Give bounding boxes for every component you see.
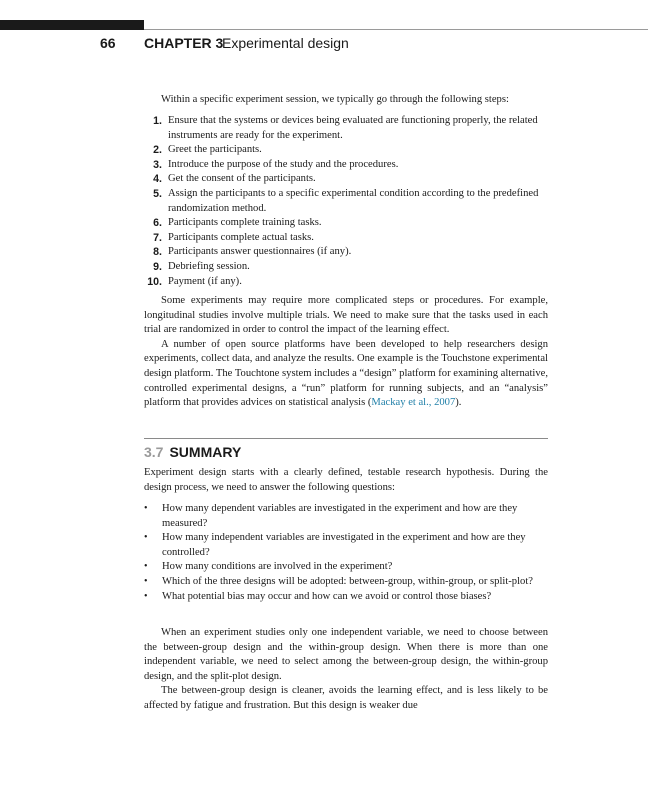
section-rule [144,438,548,439]
paragraph-between-group: The between-group design is cleaner, avoids the learning effect, and is less likely to be affected by fatigue and frustration. But this design is weaker due [144,685,548,711]
list-number: 8. [153,246,162,259]
list-item-text: How many conditions are involved in the experiment? [162,561,393,573]
list-number: 6. [153,217,162,230]
list-item [144,172,548,187]
steps-list [144,114,548,289]
chapter-title: Experimental design [222,35,349,51]
list-item [144,143,548,158]
bullet-icon: • [144,503,148,514]
citation-link[interactable]: Mackay et al., 2007 [371,397,456,409]
list-item [144,560,548,575]
list-item-text: How many dependent variables are investigated in the experiment and how are they measured? [162,503,518,529]
header-bar [0,20,144,30]
list-item-text: Which of the three designs will be adopted: between-group, within-group, or split-plot? [162,575,533,587]
list-item [144,531,548,560]
list-item [144,158,548,173]
intro-paragraph: Within a specific experiment session, we typically go through the following steps: [161,94,509,105]
list-item [144,502,548,531]
paragraph-touchstone [144,338,548,411]
list-item [144,187,548,216]
list-item [144,575,548,590]
list-item-text: Participants complete training tasks. [168,217,322,229]
list-item [144,114,548,143]
running-head [0,35,648,53]
bullet-icon: • [144,532,148,544]
list-item [144,275,548,290]
bullet-icon: • [144,575,148,587]
list-item-text: Debriefing session. [168,260,250,272]
list-item-text: How many independent variables are investigated in the experiment and how are they controlled? [162,532,526,558]
bullet-icon: • [144,561,148,573]
list-number: 5. [153,187,162,200]
paragraph-touchstone-text: A number of open source platforms have been developed to help researchers design experiments, collect data, and analyze the results. One example is the Touchstone experimental design platform. The Touchtone system includes a “design” platform for examining alternative, controlled experimental designs, a “run” platform for running subjects, and an “analysis” platform that provides advices on statistical analysis ( [144,338,548,409]
list-item [144,231,548,246]
list-item-text: Get the consent of the participants. [168,173,316,185]
list-item [144,260,548,275]
body-text-block-2 [144,626,548,714]
list-item-text: Introduce the purpose of the study and the procedures. [168,158,399,170]
list-item-text: Assign the participants to a specific experimental condition according to the predefined randomization method. [168,187,539,214]
list-number: 10. [147,275,162,288]
paragraph-one-variable: When an experiment studies only one independent variable, we need to choose between the between-group design and the within-group design. When there is more than one independent variable, we need to select among the between-group design, the within-group design, and the split-plot design. [144,627,548,682]
citation-close: ). [455,397,462,409]
list-number: 1. [153,115,162,127]
list-number: 7. [153,231,162,244]
list-item-text: Greet the participants. [168,144,262,156]
list-item-text: What potential bias may occur and how can we avoid or control those biases? [162,590,492,602]
body-text-block [144,294,548,411]
list-item [144,590,548,605]
paragraph-complex-experiments: Some experiments may require more complicated steps or procedures. For example, longitudinal studies involve multiple trials. We need to make sure that the tasks used in each trial are randomized in order to control the impact of the learning effect. [144,295,548,336]
section-title: SUMMARY [169,444,242,460]
summary-intro: Experiment design starts with a clearly defined, testable research hypothesis. During the design process, we need to answer the following questions: [144,467,548,493]
chapter-label: CHAPTER 3 [144,35,224,51]
questions-list [144,502,548,604]
list-number: 3. [153,158,162,171]
list-number: 4. [153,173,162,186]
section-heading [144,444,241,460]
list-item-text: Participants answer questionnaires (if any). [168,246,352,258]
list-item [144,216,548,231]
list-item-text: Payment (if any). [168,275,242,287]
bullet-icon: • [144,590,148,602]
list-item-text: Participants complete actual tasks. [168,231,314,243]
list-number: 2. [153,144,162,157]
list-item [144,245,548,260]
page-number: 66 [100,35,116,51]
list-number: 9. [153,260,162,273]
list-item-text: Ensure that the systems or devices being evaluated are functioning properly, the related instruments are ready for the experiment. [168,115,538,141]
section-number: 3.7 [144,444,164,460]
